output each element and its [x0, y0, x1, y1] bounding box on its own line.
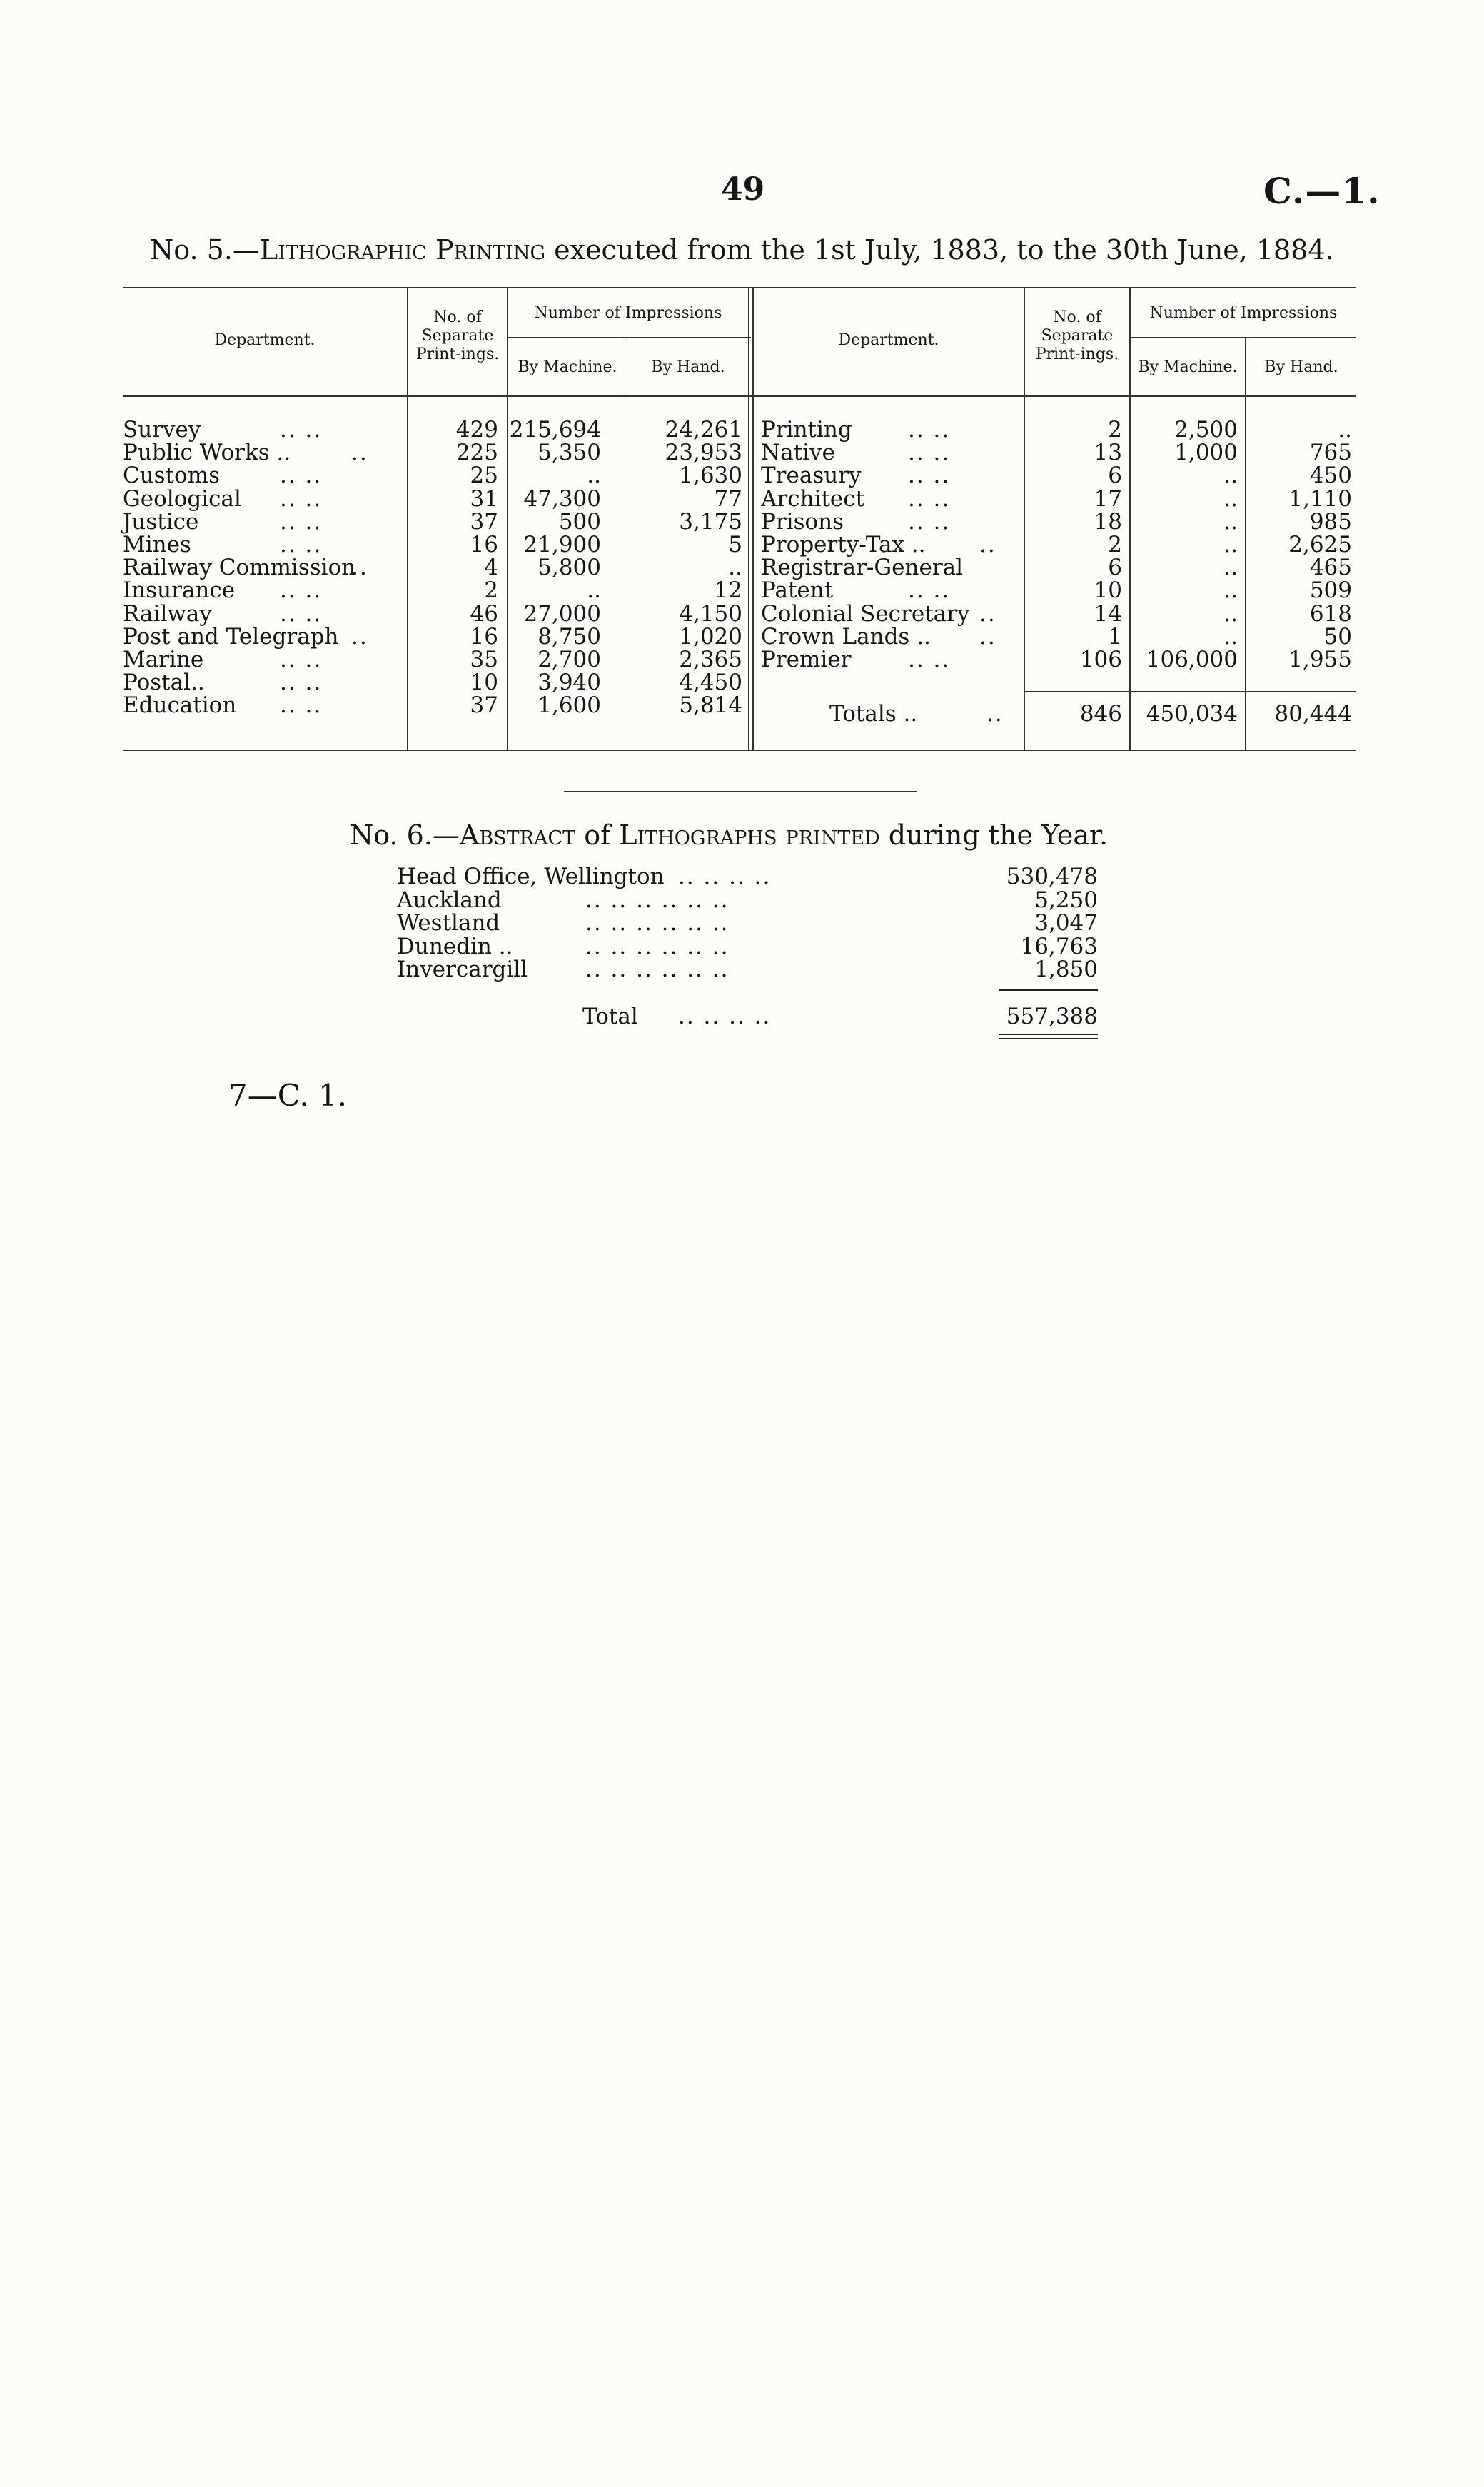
impressions-by-machine: .. — [1223, 532, 1238, 558]
separate-printings: 14 — [1094, 600, 1122, 627]
impressions-by-hand: 509 — [1309, 577, 1352, 604]
department-name: Premier — [761, 647, 852, 672]
impressions-by-hand: 1,110 — [1288, 485, 1352, 512]
table-5-title-prefix: No. 5.— — [150, 234, 260, 266]
separate-printings: 17 — [1094, 485, 1122, 512]
impressions-by-hand: .. — [728, 555, 742, 581]
separate-printings: 429 — [455, 417, 498, 443]
separate-printings: 2 — [1108, 417, 1122, 443]
total-double-rule-b — [999, 1038, 1098, 1039]
department-name: Railway Commission — [123, 555, 356, 581]
impressions-by-hand: 4,150 — [679, 600, 742, 627]
separate-printings: 37 — [470, 508, 498, 535]
separate-printings: 2 — [1108, 532, 1122, 558]
header-separate-printings-right: No. of Separate Print-ings. — [1035, 308, 1119, 363]
left-impressions-subrule — [507, 337, 751, 338]
impressions-by-machine: .. — [587, 463, 601, 489]
leader-dots: .. .. — [908, 577, 951, 604]
impressions-by-hand: 1,955 — [1288, 647, 1352, 672]
department-name: Patent — [761, 577, 834, 604]
impressions-by-machine: .. — [1223, 463, 1238, 489]
department-name: Education — [123, 692, 237, 719]
signature-mark: 7—C. 1. — [228, 1078, 348, 1113]
separate-printings: 106 — [1079, 647, 1122, 672]
department-name: Marine — [123, 647, 204, 672]
department-name: Colonial Secretary — [761, 600, 970, 627]
header-by-hand-right: By Hand. — [1264, 358, 1338, 376]
separate-printings: 10 — [470, 670, 498, 696]
separate-printings: 2 — [484, 577, 498, 604]
impressions-by-machine: .. — [1223, 577, 1238, 604]
leader-dots: .. .. .. .. .. .. — [585, 957, 730, 982]
department-name: Public Works .. — [123, 440, 291, 466]
separate-printings: 6 — [1108, 463, 1122, 489]
leader-dots: .. .. .. .. — [678, 1004, 772, 1029]
leader-dots: .. .. — [908, 485, 951, 512]
impressions-by-hand: 1,020 — [679, 623, 742, 650]
impressions-by-hand: .. — [1338, 417, 1352, 443]
impressions-by-hand: 2,625 — [1288, 532, 1352, 558]
abstract-total-label: Total — [582, 1004, 638, 1029]
impressions-by-machine: .. — [1223, 600, 1238, 627]
leader-dots: .. — [979, 623, 996, 650]
table-6-title-caps2: Lithographs printed — [619, 819, 880, 851]
department-name: Survey — [123, 417, 201, 443]
leader-dots: .. .. — [280, 577, 323, 604]
separate-printings: 1 — [1108, 623, 1122, 650]
impressions-by-machine: 2,500 — [1174, 417, 1238, 443]
department-name: Architect — [761, 485, 865, 512]
header-separate-printings-left: No. of Separate Print-ings. — [415, 308, 500, 363]
separate-printings: 4 — [484, 555, 498, 581]
impressions-by-hand: 465 — [1309, 555, 1352, 581]
leader-dots: .. .. .. .. .. .. — [585, 910, 730, 936]
table-5-title — [150, 234, 1334, 266]
impressions-by-hand: 765 — [1309, 440, 1352, 466]
leader-dots: .. .. — [280, 417, 323, 443]
separate-printings: 6 — [1108, 555, 1122, 581]
department-name: Prisons — [761, 508, 844, 535]
totals-by-machine: 450,034 — [1146, 701, 1238, 727]
leader-dots: .. .. .. .. .. .. — [585, 887, 730, 913]
separate-printings: 16 — [470, 532, 498, 558]
totals-printings: 846 — [1079, 701, 1122, 727]
double-rule-b — [752, 287, 754, 750]
impressions-by-machine: 500 — [558, 508, 601, 535]
department-name: Geological — [123, 485, 241, 512]
right-totals-rule — [1024, 691, 1356, 692]
department-name: Postal.. — [123, 670, 205, 696]
table-6-title — [350, 819, 1108, 851]
total-double-rule-a — [999, 1034, 1098, 1035]
impressions-by-machine: 1,000 — [1174, 440, 1238, 466]
separate-printings: 18 — [1094, 508, 1122, 535]
leader-dots: .. .. — [280, 692, 323, 719]
impressions-by-machine: .. — [1223, 485, 1238, 512]
header-by-machine-right: By Machine. — [1138, 358, 1238, 376]
department-name: Mines — [123, 532, 191, 558]
department-name: Justice — [123, 508, 199, 535]
right-col-rule-3 — [1245, 337, 1246, 750]
impressions-by-machine: 215,694 — [509, 417, 601, 443]
department-name: Treasury — [761, 463, 862, 489]
impressions-by-machine: .. — [587, 577, 601, 604]
abstract-value: 5,250 — [1034, 887, 1098, 913]
abstract-value: 1,850 — [1034, 957, 1098, 982]
header-department-left: Department. — [214, 331, 316, 349]
impressions-by-hand: 24,261 — [665, 417, 742, 443]
header-bottom-rule — [123, 395, 1356, 397]
impressions-by-machine: 8,750 — [537, 623, 601, 650]
leader-dots: .. .. — [280, 532, 323, 558]
header-department-right: Department. — [838, 331, 939, 349]
leader-dots: .. .. — [280, 670, 323, 696]
leader-dots: .. .. — [280, 508, 323, 535]
table-5-title-caps: Lithographic Printing — [259, 234, 546, 266]
section-separator — [564, 791, 917, 792]
abstract-place: Auckland — [397, 887, 502, 913]
abstract-total-value: 557,388 — [1006, 1004, 1098, 1029]
abstract-place: Westland — [397, 910, 500, 936]
impressions-by-hand: 23,953 — [665, 440, 742, 466]
header-by-machine-left: By Machine. — [518, 358, 617, 376]
header-impressions-left: Number of Impressions — [534, 304, 722, 322]
totals-dots: .. — [986, 701, 1004, 727]
department-name: Printing — [761, 417, 852, 443]
impressions-by-machine: 3,940 — [537, 670, 601, 696]
department-name: Post and Telegraph — [123, 623, 339, 650]
leader-dots: .. .. — [908, 440, 951, 466]
impressions-by-hand: 5,814 — [679, 692, 742, 719]
impressions-by-machine: .. — [1223, 508, 1238, 535]
impressions-by-machine: 27,000 — [523, 600, 601, 627]
totals-label: Totals .. — [829, 701, 918, 727]
right-impressions-subrule — [1131, 337, 1356, 338]
impressions-by-hand: 1,630 — [679, 463, 742, 489]
document-reference: C.—1. — [1263, 170, 1380, 212]
department-name: Registrar-General — [761, 555, 964, 581]
impressions-by-hand: 4,450 — [679, 670, 742, 696]
department-name: Customs — [123, 463, 221, 489]
leader-dots: .. — [351, 623, 368, 650]
impressions-by-hand: 450 — [1309, 463, 1352, 489]
table-6-title-mid: of — [575, 819, 620, 851]
header-impressions-right: Number of Impressions — [1149, 304, 1338, 322]
separate-printings: 225 — [455, 440, 498, 466]
leader-dots: .. .. — [280, 600, 323, 627]
abstract-value: 3,047 — [1034, 910, 1098, 936]
impressions-by-machine: .. — [1223, 555, 1238, 581]
abstract-place: Head Office, Wellington — [397, 864, 665, 889]
total-rule-top — [999, 989, 1098, 991]
department-name: Crown Lands .. — [761, 623, 931, 650]
abstract-place: Invercargill — [397, 957, 528, 982]
header-by-hand-left: By Hand. — [651, 358, 725, 376]
separate-printings: 37 — [470, 692, 498, 719]
leader-dots: .. .. — [280, 485, 323, 512]
abstract-value: 16,763 — [1020, 933, 1098, 959]
impressions-by-hand: 12 — [714, 577, 742, 604]
leader-dots: .. .. — [280, 463, 323, 489]
separate-printings: 13 — [1094, 440, 1122, 466]
impressions-by-hand: 5 — [728, 532, 742, 558]
impressions-by-machine: 2,700 — [537, 647, 601, 672]
table-6-title-prefix: No. 6.— — [350, 819, 460, 851]
double-rule-a — [748, 287, 749, 750]
leader-dots: .. .. .. .. .. .. — [585, 933, 730, 959]
leader-dots: .. — [979, 600, 996, 627]
impressions-by-hand: 77 — [714, 485, 742, 512]
impressions-by-hand: 2,365 — [679, 647, 742, 672]
page-number: 49 — [721, 171, 765, 208]
department-name: Property-Tax .. — [761, 532, 926, 558]
table-bottom-rule — [123, 750, 1356, 751]
impressions-by-machine: 106,000 — [1146, 647, 1238, 672]
leader-dots: .. .. — [908, 647, 951, 672]
department-name: Native — [761, 440, 835, 466]
leader-dots: .. — [979, 532, 996, 558]
impressions-by-hand: 618 — [1309, 600, 1352, 627]
impressions-by-machine: 1,600 — [537, 692, 601, 719]
department-name: Railway — [123, 600, 212, 627]
leader-dots: .. .. — [908, 508, 951, 535]
impressions-by-hand: 3,175 — [679, 508, 742, 535]
separate-printings: 46 — [470, 600, 498, 627]
abstract-place: Dunedin .. — [397, 933, 513, 959]
table-top-rule — [123, 287, 1356, 288]
impressions-by-machine: 47,300 — [523, 485, 601, 512]
impressions-by-machine: 5,800 — [537, 555, 601, 581]
table-6-title-caps: Abstract — [459, 819, 576, 851]
leader-dots: .. .. — [908, 417, 951, 443]
table-5-title-rest: executed from the 1st July, 1883, to the 30th June, 1884. — [545, 234, 1334, 266]
impressions-by-machine: 21,900 — [523, 532, 601, 558]
separate-printings: 35 — [470, 647, 498, 672]
impressions-by-machine: .. — [1223, 623, 1238, 650]
table-6-title-rest: during the Year. — [879, 819, 1109, 851]
totals-by-hand: 80,444 — [1274, 701, 1352, 727]
impressions-by-machine: 5,350 — [537, 440, 601, 466]
leader-dots: .. .. — [280, 647, 323, 672]
lithographic-printing-table — [123, 287, 1356, 752]
impressions-by-hand: 985 — [1309, 508, 1352, 535]
separate-printings: 10 — [1094, 577, 1122, 604]
leader-dots: .. — [351, 440, 368, 466]
leader-dots: .. .. .. .. — [678, 864, 772, 889]
department-name: Insurance — [123, 577, 236, 604]
leader-dots: .. — [351, 555, 368, 581]
abstract-value: 530,478 — [1006, 864, 1098, 889]
separate-printings: 25 — [470, 463, 498, 489]
separate-printings: 31 — [470, 485, 498, 512]
separate-printings: 16 — [470, 623, 498, 650]
impressions-by-hand: 50 — [1323, 623, 1352, 650]
leader-dots: .. .. — [908, 463, 951, 489]
